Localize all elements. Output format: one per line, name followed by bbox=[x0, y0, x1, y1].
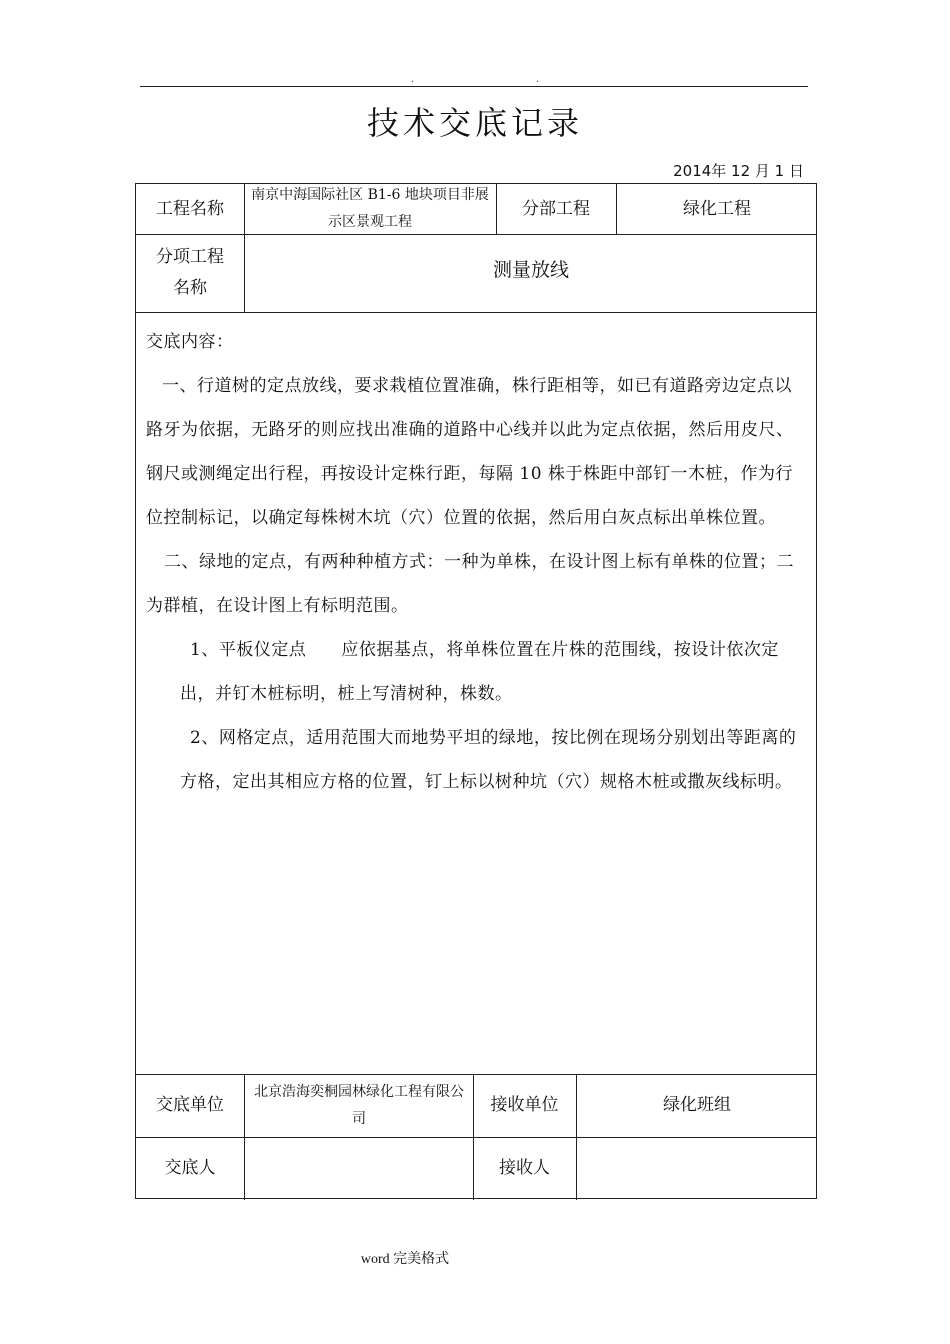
header-dot: . bbox=[411, 74, 415, 85]
record-table bbox=[135, 183, 817, 1199]
content-paragraph: 二、绿地的定点，有两种种植方式：一种为单株，在设计图上标有单株的位置；二为群植，在设计图上有标明范围。 bbox=[146, 552, 794, 616]
sub-project-label: 分部工程 bbox=[522, 198, 590, 219]
item-value: 测量放线 bbox=[492, 258, 569, 281]
page-footer: word 完美格式 bbox=[360, 1252, 450, 1267]
record-date: 2014年 12 月 1 日 bbox=[673, 162, 804, 180]
content-label: 交底内容： bbox=[146, 332, 234, 352]
giver-signature bbox=[244, 1137, 473, 1200]
project-name-label: 工程名称 bbox=[156, 198, 224, 219]
receiver-unit-value: 绿化班组 bbox=[663, 1095, 731, 1116]
page-title: 技术交底记录 bbox=[366, 104, 583, 142]
header-rule bbox=[140, 86, 808, 87]
sub-project-value: 绿化工程 bbox=[683, 198, 751, 219]
disclosure-content bbox=[136, 312, 816, 804]
content-paragraph: 1、平板仪定点 应依据基点，将单株位置在片株的范围线，按设计依次定出，并钉木桩标明，桩上写清树种，株数。 bbox=[180, 640, 779, 704]
receiver-label: 接收人 bbox=[499, 1158, 550, 1179]
item-label: 分项工程名称 bbox=[156, 247, 224, 298]
project-name-value: 南京中海国际社区 B1-6 地块项目非展示区景观工程 bbox=[251, 187, 489, 230]
giver-unit-value: 北京浩海奕桐园林绿化工程有限公司 bbox=[254, 1083, 464, 1127]
receiver-signature bbox=[576, 1137, 818, 1200]
giver-unit-label: 交底单位 bbox=[156, 1095, 224, 1116]
content-paragraph: 2、网格定点，适用范围大而地势平坦的绿地，按比例在现场分别划出等距离的方格，定出其相应方格的位置，钉上标以树种坑（穴）规格木桩或撒灰线标明。 bbox=[180, 728, 797, 792]
giver-label: 交底人 bbox=[164, 1158, 216, 1179]
receiver-unit-label: 接收单位 bbox=[490, 1095, 559, 1116]
header-dot: . bbox=[536, 74, 540, 85]
content-paragraph: 一、行道树的定点放线，要求栽植位置准确，株行距相等，如已有道路旁边定点以路牙为依据，无路牙的则应找出准确的道路中心线并以此为定点依据，然后用皮尺、钢尺或测绳定出行程，再按设计定株行距，每隔 10 株于株距中部钉一木桩，作为行位控制标记，以确定每株树木坑（穴）位置的依据，然后用白灰点标出单株位置。 bbox=[146, 376, 794, 528]
